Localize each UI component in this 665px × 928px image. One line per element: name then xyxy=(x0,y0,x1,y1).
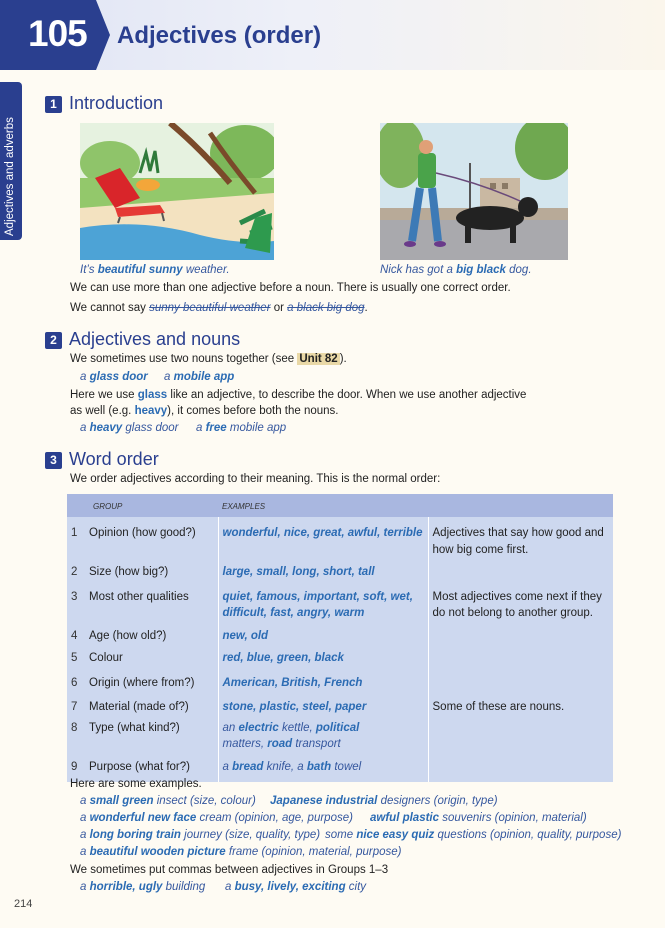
example-long-boring-train-journey: a long boring train journey (size, quality, type) xyxy=(80,829,321,841)
word-order-intro: We order adjectives according to their meaning. This is the normal order: xyxy=(70,473,441,485)
table-row: 3 Most other qualities quiet, famous, important, soft, wet, difficult, fast, angry, warm Most adjectives come next if they do not belong to another group. xyxy=(67,583,613,624)
example-wonderful-new-face-cream: a wonderful new face cream (opinion, age, purpose) xyxy=(80,812,353,824)
page-number: 214 xyxy=(14,898,33,910)
table-row: 5 Colour red, blue, green, black xyxy=(67,646,613,669)
table-header-row xyxy=(67,494,613,517)
example-horrible-ugly-building: a horrible, ugly building xyxy=(80,881,206,893)
table-row: 8 Type (what kind?) an electric kettle, political matters, road transport xyxy=(67,718,613,755)
example-heavy-glass-door: a heavy glass door xyxy=(80,422,179,434)
example-japanese-industrial-designers: Japanese industrial designers (origin, type) xyxy=(270,795,498,807)
nouns-line-1: We sometimes use two nouns together (see Unit 82 ). xyxy=(70,353,347,365)
nouns-line-2: Here we use glass like an adjective, to describe the door. When we use another adjective xyxy=(70,389,527,401)
unit-82-reference[interactable]: Unit 82 xyxy=(299,353,338,365)
table-row: 6 Origin (where from?) American, British, French xyxy=(67,669,613,694)
commas-rule: We sometimes put commas between adjectives in Groups 1–3 xyxy=(70,864,389,876)
side-tab-label: Adjectives and adverbs xyxy=(4,117,16,236)
examples-intro: Here are some examples. xyxy=(70,778,202,790)
adjective-order-table xyxy=(67,494,613,782)
example-free-mobile-app: a free mobile app xyxy=(196,422,287,434)
section-2-number: 2 xyxy=(45,332,62,349)
table-row: 7 Material (made of?) stone, plastic, steel, paper Some of these are nouns. xyxy=(67,693,613,718)
example-beautiful-wooden-picture-frame: a beautiful wooden picture frame (opinion, material, purpose) xyxy=(80,846,402,858)
intro-line-2: We cannot say sunny beautiful weather or a black big dog. xyxy=(70,302,368,314)
unit-number: 105 xyxy=(28,13,87,54)
section-3-title: Word order xyxy=(69,449,159,469)
table-row: 9 Purpose (what for?) a bread knife, a bath towel xyxy=(67,755,613,783)
dog-walking-illustration xyxy=(380,123,568,260)
caption-dog: Nick has got a big black dog. xyxy=(380,264,532,276)
example-busy-lively-exciting-city: a busy, lively, exciting city xyxy=(225,881,367,893)
col-group-header: GROUP xyxy=(67,494,218,517)
example-awful-plastic-souvenirs: awful plastic souvenirs (opinion, material) xyxy=(370,812,587,824)
col-examples-header: EXAMPLES xyxy=(218,494,428,517)
section-3-number: 3 xyxy=(45,452,62,469)
table-row: 4 Age (how old?) new, old xyxy=(67,624,613,647)
caption-weather: It’s beautiful sunny weather. xyxy=(80,264,230,276)
example-mobile-app: a mobile app xyxy=(164,371,235,383)
table-row: 2 Size (how big?) large, small, long, short, tall xyxy=(67,560,613,583)
section-1-number: 1 xyxy=(45,96,62,113)
example-glass-door: a glass door xyxy=(80,371,148,383)
nouns-line-3: as well (e.g. heavy), it comes before both the nouns. xyxy=(70,405,339,417)
col-notes-header xyxy=(428,494,613,517)
page-title: Adjectives (order) xyxy=(117,22,322,49)
table-row: 1 Opinion (how good?) wonderful, nice, great, awful, terrible Adjectives that say how good and how big come first. xyxy=(67,517,613,560)
section-2-title: Adjectives and nouns xyxy=(69,329,241,349)
section-1-title: Introduction xyxy=(69,93,164,113)
garden-illustration xyxy=(80,123,274,260)
intro-line-1: We can use more than one adjective before a noun. There is usually one correct order. xyxy=(70,282,511,294)
example-small-green-insect: a small green insect (size, colour) xyxy=(80,795,256,807)
example-nice-easy-quiz-questions: some nice easy quiz questions (opinion, quality, purpose) xyxy=(325,829,622,841)
